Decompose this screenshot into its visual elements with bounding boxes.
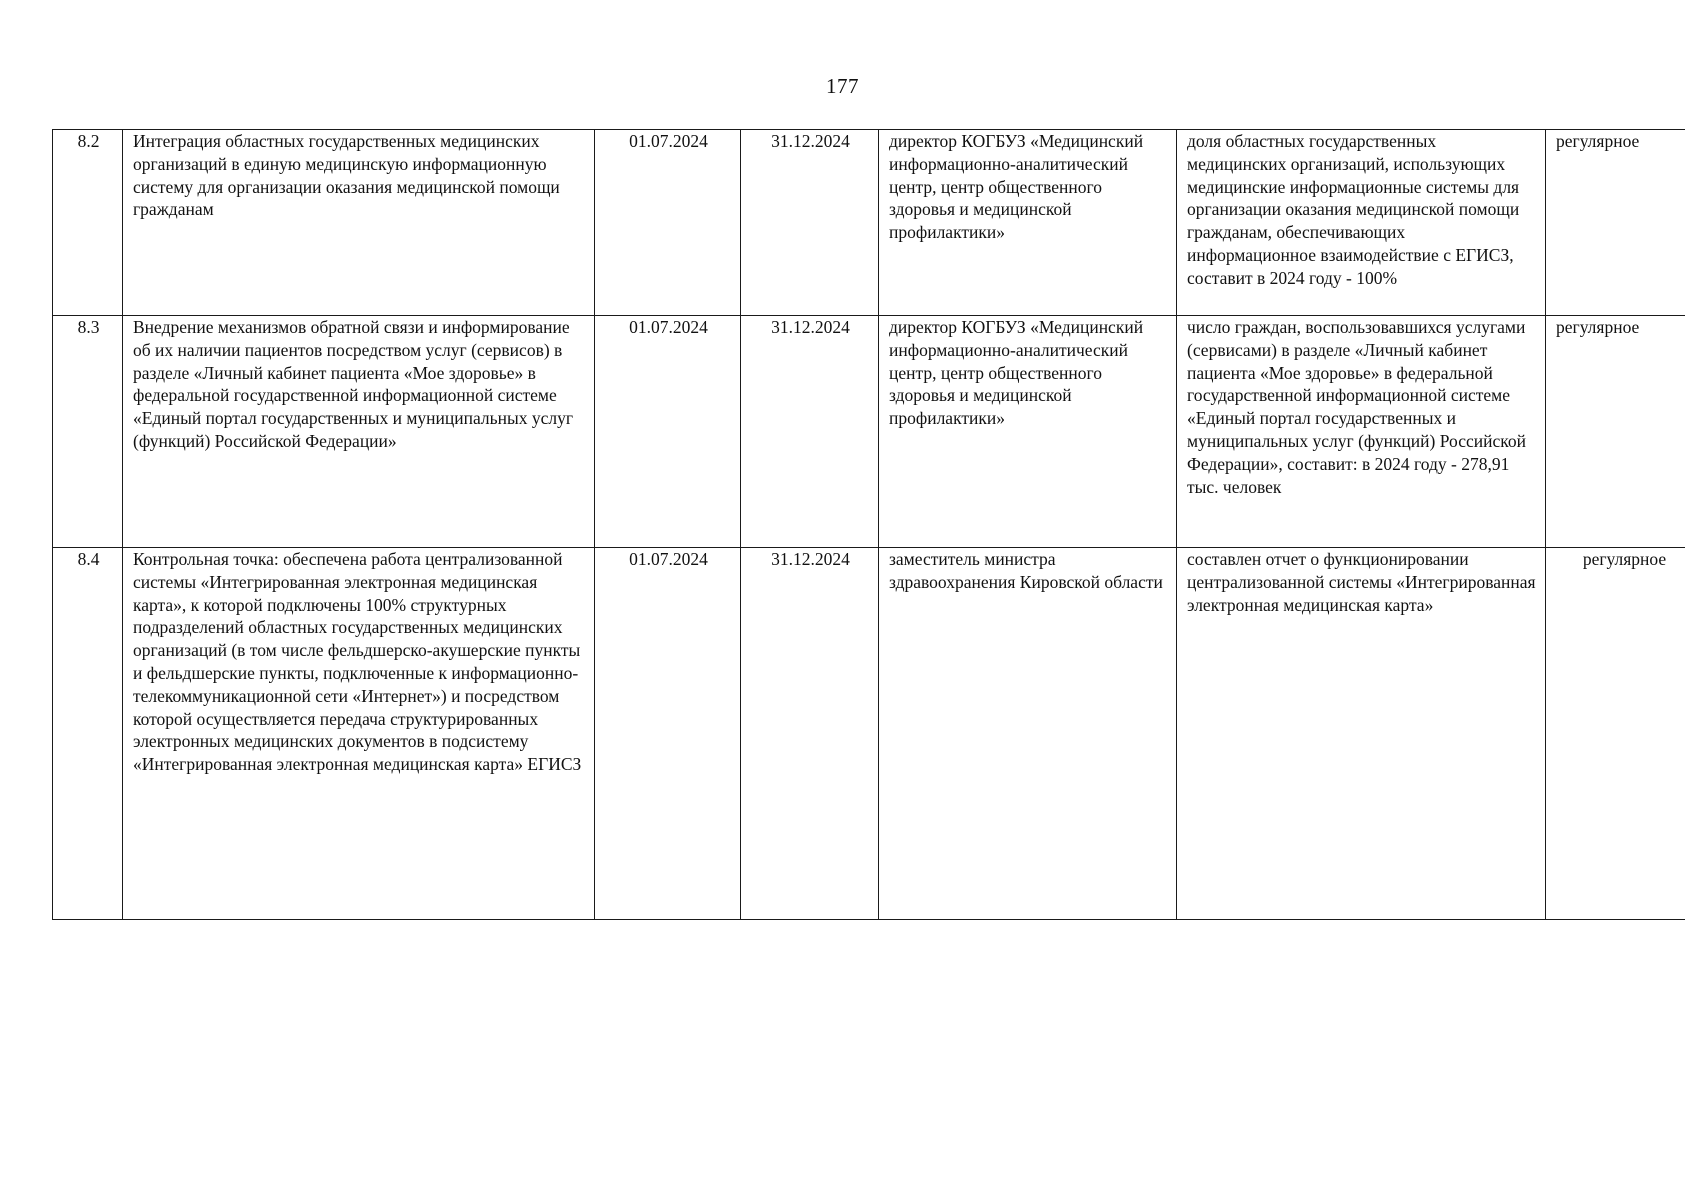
task-cell bbox=[123, 316, 595, 548]
row-number: 8.4 bbox=[77, 549, 100, 569]
table-row bbox=[53, 316, 1685, 548]
result-text: составлен отчет о функционировании централизованной системы «Интегрированная электронная медицинская карта» bbox=[1187, 549, 1536, 615]
result-cell bbox=[1177, 548, 1546, 920]
type-text: регулярное bbox=[1556, 131, 1640, 151]
row-number: 8.3 bbox=[77, 317, 100, 337]
responsible-cell bbox=[879, 548, 1177, 920]
end-date: 31.12.2024 bbox=[771, 317, 850, 337]
end-date: 31.12.2024 bbox=[771, 549, 850, 569]
type-text: регулярное bbox=[1582, 549, 1667, 569]
start-date: 01.07.2024 bbox=[629, 549, 708, 569]
task-text: Контрольная точка: обеспечена работа централизованной системы «Интегрированная электронная медицинская карта», к которой подключены 100% структурных подразделений областных государственных медицинских организаций (в том числе фельдшерско-акушерские пункты и фельдшерские пункты, подключенные к информационно-телекоммуникационной сети «Интернет») и посредством которой осуществляется передача структурированных электронных медицинских документов в подсистему «Интегрированная электронная медицинская карта» ЕГИСЗ bbox=[133, 549, 582, 775]
plan-table bbox=[52, 129, 1685, 920]
responsible-text: директор КОГБУЗ «Медицинский информационно-аналитический центр, центр общественного здоровья и медицинской профилактики» bbox=[889, 131, 1144, 243]
table-row bbox=[53, 548, 1685, 920]
responsible-cell bbox=[879, 316, 1177, 548]
responsible-text: директор КОГБУЗ «Медицинский информационно-аналитический центр, центр общественного здоровья и медицинской профилактики» bbox=[889, 317, 1144, 429]
row-number-cell bbox=[53, 548, 123, 920]
end-date-cell bbox=[741, 548, 879, 920]
responsible-text: заместитель министра здравоохранения Кировской области bbox=[889, 549, 1163, 592]
result-text: число граждан, воспользовавшихся услугами (сервисами) в разделе «Личный кабинет пациента «Мое здоровье» в федеральной государственной информационной системе «Единый портал государственных и муниципальных услуг (функций) Российской Федерации», составит: в 2024 году - 278,91 тыс. человек bbox=[1187, 317, 1526, 497]
start-date-cell bbox=[595, 316, 741, 548]
page-number: 177 bbox=[826, 74, 859, 98]
row-number-cell bbox=[53, 130, 123, 316]
task-text: Внедрение механизмов обратной связи и информирование об их наличии пациентов посредством услуг (сервисов) в разделе «Личный кабинет пациента «Мое здоровье» в федеральной государственной информационной системе «Единый портал государственных и муниципальных услуг (функций) Российской Федерации» bbox=[133, 317, 574, 451]
result-cell bbox=[1177, 130, 1546, 316]
type-cell bbox=[1546, 316, 1685, 548]
end-date: 31.12.2024 bbox=[771, 131, 850, 151]
start-date-cell bbox=[595, 548, 741, 920]
row-number-cell bbox=[53, 316, 123, 548]
end-date-cell bbox=[741, 130, 879, 316]
result-cell bbox=[1177, 316, 1546, 548]
task-cell bbox=[123, 548, 595, 920]
row-number: 8.2 bbox=[77, 131, 100, 151]
responsible-cell bbox=[879, 130, 1177, 316]
task-text: Интеграция областных государственных медицинских организаций в единую медицинскую информационную систему для организации оказания медицинской помощи гражданам bbox=[133, 131, 560, 220]
start-date: 01.07.2024 bbox=[629, 317, 708, 337]
end-date-cell bbox=[741, 316, 879, 548]
start-date-cell bbox=[595, 130, 741, 316]
result-text: доля областных государственных медицинских организаций, использующих медицинские информационные системы для организации оказания медицинской помощи гражданам, обеспечивающих информационное взаимодействие с ЕГИСЗ, составит в 2024 году - 100% bbox=[1187, 131, 1520, 288]
start-date: 01.07.2024 bbox=[629, 131, 708, 151]
type-text: регулярное bbox=[1556, 317, 1640, 337]
table-row bbox=[53, 130, 1685, 316]
type-cell bbox=[1546, 548, 1685, 920]
task-cell bbox=[123, 130, 595, 316]
type-cell bbox=[1546, 130, 1685, 316]
